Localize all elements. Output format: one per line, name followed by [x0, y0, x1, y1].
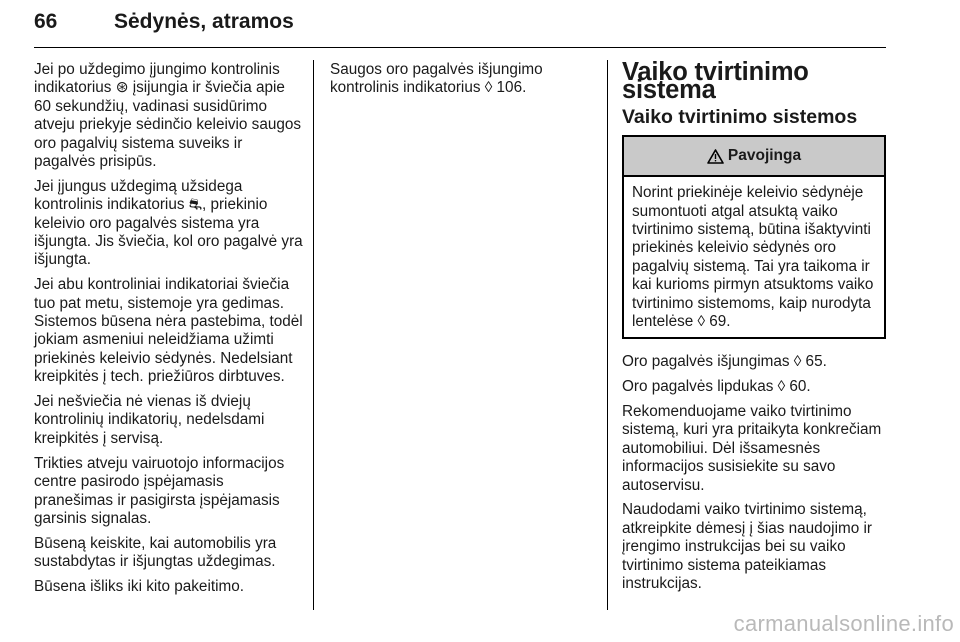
section-title: Sėdynės, atramos	[114, 10, 294, 33]
column-left	[34, 61, 304, 603]
column-divider	[607, 60, 608, 610]
warning-text: Norint priekinėje keleivio sėdynėje sumontuoti atgal atsuktą vaiko tvirtinimo sistemą, būtina išaktyvinti priekinės keleivio sėdynės oro pagalvių sistemą. Tai yra taikoma ir kai kurioms pirmyn atsuktoms vaiko tvirtinimo sistemoms, kaip nurodyta lentelėse ◊ 69.	[632, 184, 874, 331]
warning-header	[624, 137, 884, 177]
warning-box	[622, 135, 886, 339]
header-divider	[34, 47, 886, 48]
paragraph: Trikties atveju vairuotojo informacijos centre pasirodo įspėjamasis pranešimas ir pasigirsta įspėjamasis garsinis signalas.	[34, 454, 285, 527]
paragraph: Rekomenduojame vaiko tvirtinimo sistemą, kuri yra pritaikyta konkrečiam automobiliui. Dėl išsamesnės informacijos susisiekite su savo autoservisu.	[622, 403, 882, 494]
paragraph: Jei abu kontroliniai indikatoriai šviečia tuo pat metu, sistemoje yra gedimas. Sistemos būsena nėra pastebima, todėl jokiam asmeniui neleidžiama užimti priekinės keleivio sėdynės. Nedelsiant kreipkitės į tech. priežiūros dirbtuves.	[34, 276, 303, 386]
paragraph: Jei po uždegimo įjungimo kontrolinis indikatorius ⊛ įsijungia ir šviečia apie 60 sekundžių, vadinasi susidūrimo atveju priekyje sėdinčio keleivio saugos oro pagalvių sistema suveiks ir pagalvės prisipūs.	[34, 61, 301, 171]
paragraph: Jei įjungus uždegimą užsidega kontrolinis indikatorius ⛐, priekinio keleivio oro pagalvės sistema yra išjungta. Jis šviečia, kol oro pagalvė yra išjungta.	[34, 177, 303, 269]
section-subheading: Vaiko tvirtinimo sistemos	[622, 105, 858, 128]
column-middle	[330, 61, 600, 104]
column-divider	[313, 60, 314, 610]
paragraph: Būsena išliks iki kito pakeitimo.	[34, 577, 244, 595]
paragraph: Būseną keiskite, kai automobilis yra sustabdytas ir išjungtas uždegimas.	[34, 534, 277, 571]
paragraph: Naudodami vaiko tvirtinimo sistemą, atkreipkite dėmesį į šias naudojimo ir įrengimo instrukcijas bei su vaiko tvirtinimo sistema pateikiamas instrukcijas.	[622, 501, 872, 593]
paragraph: Oro pagalvės išjungimas ◊ 65.	[622, 353, 827, 371]
warning-title: Pavojinga	[727, 147, 802, 165]
paragraph: Jei nešviečia nė vienas iš dviejų kontrolinių indikatorių, nedelsdami kreipkitės į servisą.	[34, 393, 265, 447]
warning-triangle-icon	[707, 149, 724, 164]
column-right	[622, 58, 886, 600]
paragraph: Oro pagalvės lipdukas ◊ 60.	[622, 378, 811, 396]
chapter-heading: Vaiko tvirtinimo sistema	[622, 58, 809, 105]
paragraph: Saugos oro pagalvės išjungimo kontrolinis indikatorius ◊ 106.	[330, 61, 543, 97]
watermark: carmanualsonline.info	[733, 611, 954, 636]
page-header	[34, 4, 886, 48]
page-number: 66	[34, 10, 58, 33]
